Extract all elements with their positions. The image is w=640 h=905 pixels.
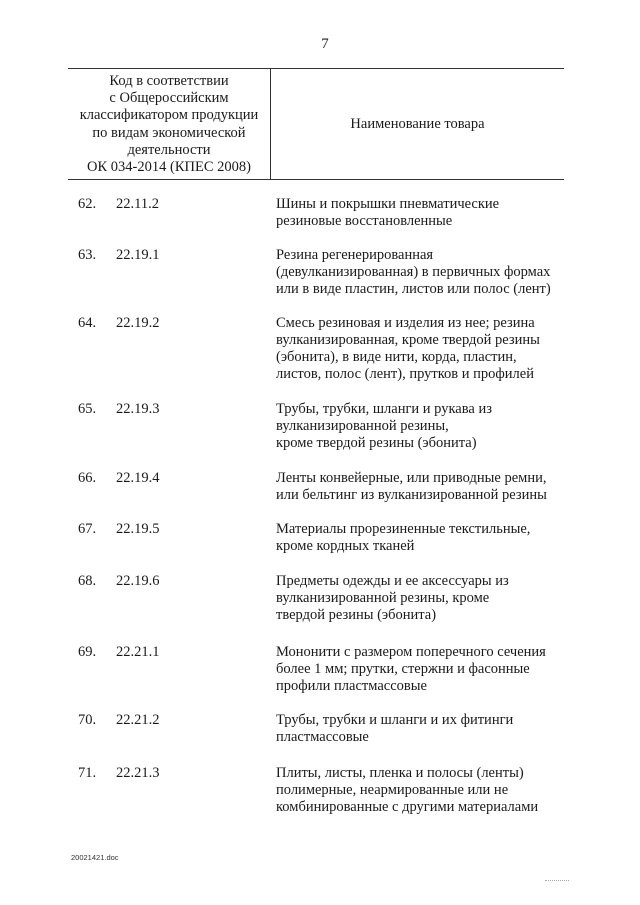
row-code: 22.21.3 xyxy=(116,765,160,781)
row-name xyxy=(276,573,576,624)
row-name-line: кроме кордных тканей xyxy=(276,538,415,554)
row-code: 22.21.2 xyxy=(116,712,160,728)
row-name-line: комбинированные с другими материалами xyxy=(276,799,539,815)
row-code: 22.19.5 xyxy=(116,521,160,537)
row-name-line: Ленты конвейерные, или приводные ремни, xyxy=(276,470,547,486)
footer-filename: 20021421.doc xyxy=(71,853,119,862)
row-code: 22.19.2 xyxy=(116,315,160,331)
row-name-line: Плиты, листы, пленка и полосы (ленты) xyxy=(276,765,524,781)
row-name xyxy=(276,712,576,746)
row-name-line: профили пластмассовые xyxy=(276,678,427,694)
row-name-line: вулканизированной резины, кроме xyxy=(276,590,490,606)
header-code-line: деятельности xyxy=(127,141,211,158)
row-name-line: Трубы, трубки и шланги и их фитинги xyxy=(276,712,514,728)
row-name-line: (девулканизированная) в первичных формах xyxy=(276,264,551,280)
row-number: 63. xyxy=(78,247,97,263)
row-code: 22.19.1 xyxy=(116,247,160,263)
row-name xyxy=(276,315,576,383)
corner-mark xyxy=(545,872,569,881)
row-number: 66. xyxy=(78,470,97,486)
row-name xyxy=(276,196,576,230)
header-code-line: классификатором продукции xyxy=(79,107,259,124)
row-name-line: Трубы, трубки, шланги и рукава из xyxy=(276,401,492,417)
row-name-line: более 1 мм; прутки, стержни и фасонные xyxy=(276,661,530,677)
row-name xyxy=(276,765,576,816)
row-code: 22.21.1 xyxy=(116,644,160,660)
header-code-line: ОК 034-2014 (КПЕС 2008) xyxy=(87,159,251,176)
table-header xyxy=(68,68,564,180)
row-name xyxy=(276,644,576,695)
row-code: 22.19.4 xyxy=(116,470,160,486)
row-name-line: Материалы прорезиненные текстильные, xyxy=(276,521,531,537)
row-name-line: полимерные, неармированные или не xyxy=(276,782,509,798)
row-name-line: пластмассовые xyxy=(276,729,369,745)
row-name xyxy=(276,401,576,452)
row-name-line: вулканизированная, кроме твердой резины xyxy=(276,332,540,348)
row-name-line: кроме твердой резины (эбонита) xyxy=(276,435,477,451)
row-number: 67. xyxy=(78,521,97,537)
row-name-line: резиновые восстановленные xyxy=(276,213,453,229)
row-number: 70. xyxy=(78,712,97,728)
row-number: 68. xyxy=(78,573,97,589)
row-number: 71. xyxy=(78,765,97,781)
row-number: 62. xyxy=(78,196,97,212)
row-name-line: Смесь резиновая и изделия из нее; резина xyxy=(276,315,535,331)
row-name-line: твердой резины (эбонита) xyxy=(276,607,437,623)
row-name-line: Резина регенерированная xyxy=(276,247,434,263)
row-name-line: Предметы одежды и ее аксессуары из xyxy=(276,573,509,589)
header-code-line: с Общероссийским xyxy=(109,90,229,107)
header-name-column: Наименование товара xyxy=(350,116,485,132)
row-code: 22.19.3 xyxy=(116,401,160,417)
row-number: 69. xyxy=(78,644,97,660)
row-code: 22.19.6 xyxy=(116,573,160,589)
row-name-line: или в виде пластин, листов или полос (лент) xyxy=(276,281,551,297)
header-code-column xyxy=(68,73,270,176)
row-code: 22.11.2 xyxy=(116,196,159,212)
row-name xyxy=(276,470,576,504)
row-number: 64. xyxy=(78,315,97,331)
row-name xyxy=(276,521,576,555)
row-name-line: вулканизированной резины, xyxy=(276,418,449,434)
row-name-line: Шины и покрышки пневматические xyxy=(276,196,500,212)
row-number: 65. xyxy=(78,401,97,417)
page-number: 7 xyxy=(321,36,329,52)
row-name-line: Мононити с размером поперечного сечения xyxy=(276,644,546,660)
row-name-line: или бельтинг из вулканизированной резины xyxy=(276,487,547,503)
row-name-line: (эбонита), в виде нити, корда, пластин, xyxy=(276,349,517,365)
header-code-line: Код в соответствии xyxy=(109,73,229,89)
header-code-line: по видам экономической xyxy=(92,124,246,141)
row-name-line: листов, полос (лент), прутков и профилей xyxy=(276,366,534,382)
row-name xyxy=(276,247,576,298)
